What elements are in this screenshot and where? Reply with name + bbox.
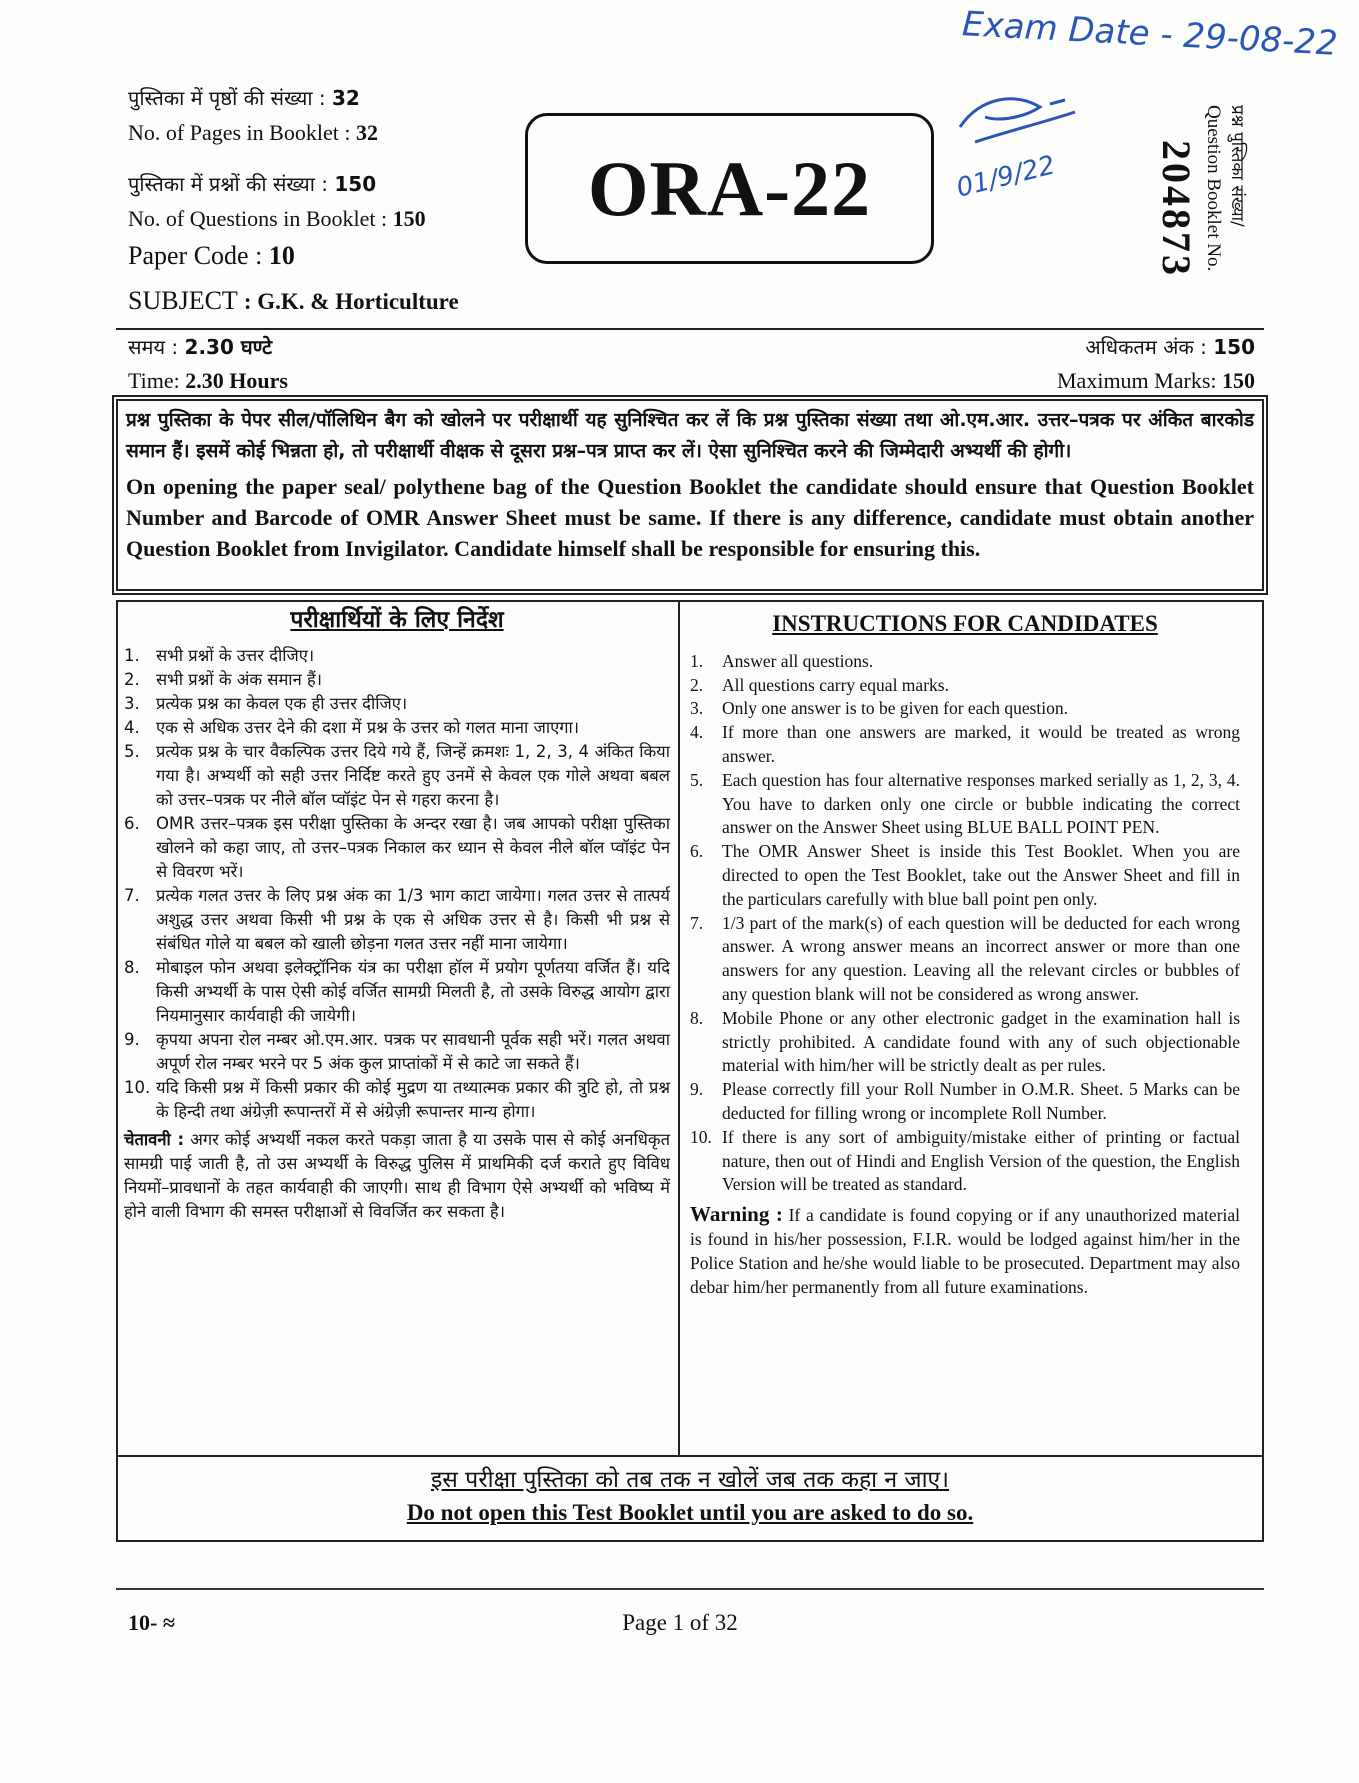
notice-hindi: प्रश्न पुस्तिका के पेपर सील/पॉलिथिन बैग को खोलने पर परीक्षार्थी यह सुनिश्चित कर लें कि प्रश्न पुस्तिका संख्या तथा ओ.एम.आर. उत्तर–पत्रक पर अंकित बारकोड समान हैं। इसमें कोई भिन्नता हो, तो परीक्षार्थी वीक्षक से दूसरा प्रश्न–पत्र प्राप्त कर लें। ऐसा सुनिश्चित करने की जिम्मेदारी अभ्यर्थी की होगी। <box>126 409 1254 462</box>
pages-hi-line <box>128 84 360 111</box>
questions-hi-line <box>128 170 376 197</box>
time-en-value: 2.30 Hours <box>185 368 288 393</box>
hi-item-number: 5. <box>124 742 140 761</box>
questions-en-line <box>128 206 426 232</box>
en-item-text: Each question has four alternative responses marked serially as 1, 2, 3, 4. You have to darken only one circle or bubble indicating the correct answer on the Answer Sheet using BLUE BALL POINT PEN. <box>722 769 1240 838</box>
warning-english-label: Warning : <box>690 1202 783 1227</box>
hi-item-text: मोबाइल फोन अथवा इलेक्ट्रॉनिक यंत्र का परीक्षा हॉल में प्रयोग पूर्णतया वर्जित हैं। यदि किसी अभ्यर्थी के पास ऐसी कोई वर्जित सामग्री मिलती है, तो उसके विरुद्ध आयोग द्वारा नियमानुसार कार्यवाही की जायेगी। <box>156 958 670 1025</box>
hi-item-text: कृपया अपना रोल नम्बर ओ.एम.आर. पत्रक पर सावधानी पूर्वक सही भरें। गलत अथवा अपूर्ण रोल नम्बर भरने पर 5 अंक कुल प्राप्तांकों में से काटे जा सकते हैं। <box>156 1030 670 1073</box>
hi-item <box>124 1028 670 1076</box>
marks-hi-line <box>1085 333 1255 360</box>
en-item-number: 7. <box>690 912 704 933</box>
en-item-text: Please correctly fill your Roll Number in O.M.R. Sheet. 5 Marks can be deducted for filling wrong or incomplete Roll Number. <box>722 1079 1240 1123</box>
hi-item-number: 1. <box>124 646 140 665</box>
en-item-number: 1. <box>690 650 704 671</box>
en-item <box>690 912 1240 1007</box>
en-item-text: Only one answer is to be given for each question. <box>722 698 1069 719</box>
hi-item-number: 7. <box>124 886 140 905</box>
subject-line <box>128 286 459 316</box>
booklet-number-text: 204873 <box>1154 140 1199 278</box>
subject-value: : G.K. & Horticulture <box>243 289 459 314</box>
handwritten-exam-date: Exam Date - 29-08-22 <box>961 4 1339 64</box>
paper-code-value: 10 <box>268 241 295 270</box>
en-item <box>690 697 1240 721</box>
pages-en-label: No. of Pages in Booklet : <box>128 120 351 145</box>
en-item <box>690 1007 1240 1078</box>
en-item-number: 5. <box>690 769 704 790</box>
marks-en-value: 150 <box>1222 368 1255 393</box>
hi-item <box>124 956 670 1028</box>
time-en-line <box>128 368 288 394</box>
marks-en-line <box>1057 368 1255 394</box>
hi-item <box>124 692 670 716</box>
en-item-text: 1/3 part of the mark(s) of each question will be deducted for each wrong answer. A wrong answer means an incorrect answer or more than one answers for any question. Leaving all the relevant circles or bubbles of any question blank will not be considered as wrong answer. <box>722 912 1240 1004</box>
hi-item <box>124 716 670 740</box>
en-item-text: All questions carry equal marks. <box>722 674 949 695</box>
en-item-text: Answer all questions. <box>722 650 874 671</box>
en-item <box>690 840 1240 911</box>
hi-item-number: 8. <box>124 958 140 977</box>
questions-hi-value: 150 <box>334 172 377 196</box>
booklet-no-label <box>1200 105 1270 305</box>
hi-item <box>124 668 670 692</box>
page-number: Page 1 of 32 <box>622 1610 738 1635</box>
time-hi-value: 2.30 घण्टे <box>184 335 273 359</box>
hi-item-number: 2. <box>124 670 140 689</box>
footer-rule <box>116 1588 1264 1590</box>
instructions-hindi-list <box>124 644 670 1124</box>
paper-code-line <box>128 241 295 271</box>
questions-hi-label: पुस्तिका में प्रश्नों की संख्या : <box>128 172 328 196</box>
hi-item-number: 10. <box>124 1078 151 1097</box>
wave-icon: ≈ <box>162 1610 173 1635</box>
booklet-no-label-en: Question Booklet No. <box>1203 105 1224 272</box>
hi-item-text: सभी प्रश्नों के उत्तर दीजिए। <box>156 646 315 665</box>
questions-en-label: No. of Questions in Booklet : <box>128 206 388 231</box>
warning-hindi-text: अगर कोई अभ्यर्थी नकल करते पकड़ा जाता है या उसके पास से कोई अनधिकृत सामग्री पाई जाती है, तो उस अभ्यर्थी के विरुद्ध पुलिस में प्राथमिकी दर्ज कराते हुए विविध नियमों–प्रावधानों के तहत कार्यवाही की जाएगी। साथ ही विभाग ऐसे अभ्यर्थी को भविष्य में होने वाली विभाग की समस्त परीक्षाओं से विवर्जित कर सकता है। <box>124 1130 671 1221</box>
hi-item-number: 4. <box>124 718 140 737</box>
instructions-english-list <box>690 650 1240 1197</box>
pages-en-line <box>128 120 378 146</box>
hi-item-text: एक से अधिक उत्तर देने की दशा में प्रश्न के उत्तर को गलत माना जाएगा। <box>156 718 580 737</box>
hi-item-number: 3. <box>124 694 140 713</box>
hi-item-number: 6. <box>124 814 140 833</box>
en-item-number: 9. <box>690 1079 704 1100</box>
warning-english <box>690 1203 1240 1299</box>
instructions-hindi-title: परीक्षार्थियों के लिए निर्देश <box>290 607 504 633</box>
pages-hi-label: पुस्तिका में पृष्ठों की संख्या : <box>128 86 326 110</box>
instructions-hindi <box>124 608 670 1224</box>
notice-english: On opening the paper seal/ polythene bag of the Question Booklet the candidate should ensure that Question Booklet Number and Barcode of OMR Answer Sheet must be same. If there is any difference, candidate must obtain another Question Booklet from Invigilator. Candidate himself shall be responsible for ensuring this. <box>126 474 1254 561</box>
paper-code-label: Paper Code : <box>128 241 263 270</box>
en-item-number: 10. <box>690 1126 712 1147</box>
en-item-text: If more than one answers are marked, it would be treated as wrong answer. <box>722 722 1240 766</box>
en-item-number: 4. <box>690 722 704 743</box>
hi-item-text: प्रत्येक प्रश्न के चार वैकल्पिक उत्तर दिये गये हैं, जिन्हें क्रमशः 1, 2, 3, 4 अंकित किया गया है। अभ्यर्थी को सही उत्तर निर्दिष्ट करते हुए उनमें से केवल एक गोले अथवा बबल को उत्तर–पत्रक पर नीले बॉल प्वॉइंट पेन से गहरा करना है। <box>156 742 670 809</box>
instructions-english-title: INSTRUCTIONS FOR CANDIDATES <box>772 611 1158 636</box>
warning-hindi-label: चेतावनी : <box>124 1130 185 1149</box>
marks-hi-value: 150 <box>1213 335 1255 359</box>
subject-label: SUBJECT <box>128 286 238 315</box>
hi-item-text: प्रत्येक गलत उत्तर के लिए प्रश्न अंक का 1/3 भाग काटा जायेगा। गलत उत्तर से तात्पर्य अशुद्ध उत्तर अथवा किसी भी प्रश्न के एक से अधिक उत्तर से है। किसी भी प्रश्न से संबंधित गोले या बबल को खाली छोड़ना गलत उत्तर नहीं माना जायेगा। <box>156 886 670 953</box>
time-en-label: Time: <box>128 368 180 393</box>
pages-en-value: 32 <box>355 120 378 145</box>
closing-divider <box>116 1455 1264 1457</box>
footer-code <box>128 1610 173 1636</box>
warning-english-text: If a candidate is found copying or if any unauthorized material is found in his/her possession, F.I.R. would be lodged against him/her in the Police Station and he/she would liable to be prosecuted. Department may also debar him/her permanently from all future examinations. <box>690 1205 1241 1297</box>
warning-hindi <box>124 1128 670 1224</box>
en-item-number: 2. <box>690 674 704 695</box>
en-item <box>690 769 1240 840</box>
hi-item-text: सभी प्रश्नों के अंक समान हैं। <box>156 670 322 689</box>
exam-code-box <box>525 113 934 264</box>
en-item <box>690 650 1240 674</box>
hi-item-number: 9. <box>124 1030 140 1049</box>
booklet-no-label-hi: प्रश्न पुस्तिका संख्या/ <box>1227 105 1247 227</box>
pages-hi-value: 32 <box>331 86 360 110</box>
column-divider <box>678 600 680 1456</box>
notice-box <box>116 399 1264 591</box>
en-item-number: 3. <box>690 698 704 719</box>
marks-hi-label: अधिकतम अंक : <box>1085 335 1207 359</box>
hi-item <box>124 884 670 956</box>
instructions-english <box>690 612 1240 1299</box>
en-item-number: 8. <box>690 1007 704 1028</box>
en-item <box>690 674 1240 698</box>
footer-code-text: 10- <box>128 1610 158 1635</box>
handwritten-date: 01/9/22 <box>953 150 1059 204</box>
hi-item-text: प्रत्येक प्रश्न का केवल एक ही उत्तर दीजिए। <box>156 694 408 713</box>
exam-code: ORA-22 <box>587 144 872 232</box>
hi-item <box>124 1076 670 1124</box>
en-item-text: The OMR Answer Sheet is inside this Test Booklet. When you are directed to open the Test Booklet, take out the Answer Sheet and fill in the particulars carefully with blue ball point pen only. <box>722 841 1240 909</box>
marks-en-label: Maximum Marks: <box>1057 368 1217 393</box>
booklet-number <box>1150 140 1200 300</box>
closing-english: Do not open this Test Booklet until you are asked to do so. <box>406 1500 974 1525</box>
hi-item-text: यदि किसी प्रश्न में किसी प्रकार की कोई मुद्रण या तथ्यात्मक प्रकार की त्रुटि हो, तो प्रश्न के हिन्दी तथा अंग्रेज़ी रूपान्तरों में से अंग्रेज़ी रूपान्तर मान्य होगा। <box>156 1078 670 1121</box>
handwritten-initial <box>955 92 1105 202</box>
time-hi-label: समय : <box>128 335 179 359</box>
en-item-text: Mobile Phone or any other electronic gadget in the examination hall is strictly prohibited. A candidate found with any of such objectionable material with him/her will be strictly dealt as per rules. <box>722 1007 1240 1076</box>
time-hi-line <box>128 333 272 360</box>
questions-en-value: 150 <box>392 206 426 231</box>
en-item-text: If there is any sort of ambiguity/mistake either of printing or factual nature, then out of Hindi and English Version of the question, the English Version will be treated as standard. <box>722 1126 1240 1195</box>
hi-item <box>124 812 670 884</box>
hi-item <box>124 740 670 812</box>
header-rule <box>116 328 1264 330</box>
hi-item <box>124 644 670 668</box>
hi-item-text: OMR उत्तर–पत्रक इस परीक्षा पुस्तिका के अन्दर रखा है। जब आपको परीक्षा पुस्तिका खोलने को कहा जाए, तो उत्तर–पत्रक निकाल कर ध्यान से केवल नीले बॉल प्वॉइंट पेन से विवरण भरें। <box>156 814 670 881</box>
closing-hindi: इस परीक्षा पुस्तिका को तब तक न खोलें जब तक कहा न जाए। <box>431 1467 949 1493</box>
en-item <box>690 721 1240 769</box>
en-item-number: 6. <box>690 841 704 862</box>
en-item <box>690 1126 1240 1197</box>
en-item <box>690 1078 1240 1126</box>
